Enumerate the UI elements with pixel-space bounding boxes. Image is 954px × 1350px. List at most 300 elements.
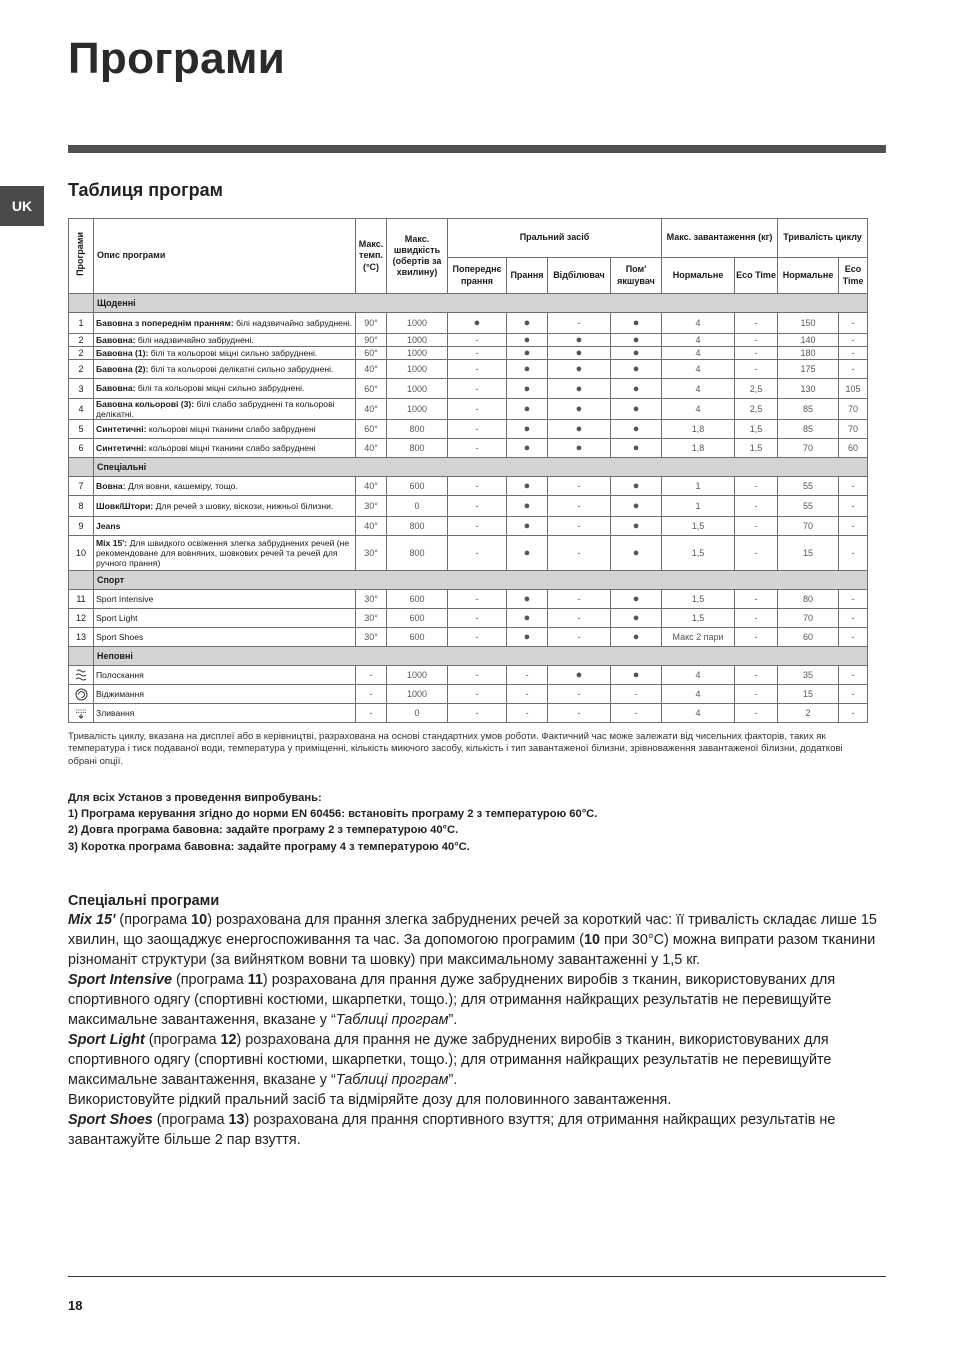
table-row xyxy=(69,334,868,347)
program-number: 4 xyxy=(69,399,94,420)
duration-eco-cell: - xyxy=(839,666,868,685)
max-speed-cell: 1000 xyxy=(387,334,448,347)
wash-cell: ● xyxy=(507,420,548,439)
table-row xyxy=(69,313,868,334)
program-text: Полоскання xyxy=(96,670,144,681)
max-temp-cell: 30° xyxy=(356,628,387,647)
prewash-cell: - xyxy=(448,399,507,420)
wash-cell: - xyxy=(507,685,548,704)
load-normal-cell: 1,8 xyxy=(662,439,735,458)
softener-cell: ● xyxy=(611,347,662,360)
header-softener: Пом' якшувач xyxy=(611,258,662,294)
prewash-cell: - xyxy=(448,379,507,399)
program-title: Синтетичні: xyxy=(96,424,147,435)
program-description xyxy=(94,399,356,420)
program-title: Шовк/Штори: xyxy=(96,501,154,512)
section-row xyxy=(69,647,868,666)
program-title: Бавовна: xyxy=(96,383,136,394)
load-eco-cell: - xyxy=(735,666,778,685)
wash-cell: ● xyxy=(507,496,548,517)
duration-eco-cell: 60 xyxy=(839,439,868,458)
program-table xyxy=(68,218,868,723)
program-table-container xyxy=(68,218,865,723)
table-row xyxy=(69,477,868,496)
softener-cell: ● xyxy=(611,496,662,517)
duration-normal-cell: 175 xyxy=(778,360,839,379)
load-normal-cell: 1,5 xyxy=(662,590,735,609)
program-text: білі та кольорові міцні сильно забруднені. xyxy=(135,383,305,394)
section-spacer xyxy=(69,571,94,590)
section-row xyxy=(69,458,868,477)
max-temp-cell: 40° xyxy=(356,477,387,496)
bleach-cell: ● xyxy=(548,439,611,458)
program-text: білі надзвичайно забруднені. xyxy=(135,334,254,345)
duration-eco-cell: - xyxy=(839,334,868,347)
duration-eco-cell: - xyxy=(839,609,868,628)
program-text: білі та кольорові міцні сильно забруднені. xyxy=(148,347,318,358)
max-temp-cell: 40° xyxy=(356,517,387,536)
prewash-cell: - xyxy=(448,360,507,379)
max-speed-cell: 600 xyxy=(387,590,448,609)
prewash-cell: - xyxy=(448,704,507,723)
bleach-cell: ● xyxy=(548,666,611,685)
program-description xyxy=(94,347,356,360)
max-temp-cell: 60° xyxy=(356,379,387,399)
program-description xyxy=(94,313,356,334)
max-temp-cell: 90° xyxy=(356,334,387,347)
load-eco-cell: - xyxy=(735,347,778,360)
duration-normal-cell: 130 xyxy=(778,379,839,399)
prewash-cell: - xyxy=(448,334,507,347)
program-number: 10 xyxy=(69,536,94,571)
duration-normal-cell: 85 xyxy=(778,399,839,420)
load-eco-cell: - xyxy=(735,517,778,536)
duration-normal-cell: 140 xyxy=(778,334,839,347)
sport-intensive-paragraph: Sport Intensive (програма 11) розрахована для прання дуже забруднених виробів з тканин, використовуваних для спортивного одягу (спортивні костюми, шкарпетки, тощо.); для отримання найкращих результатів не перевищуйте максимальне завантаження, вказане у “Таблиці програм”. xyxy=(68,972,836,1028)
max-temp-cell: 30° xyxy=(356,496,387,517)
bleach-cell: - xyxy=(548,536,611,571)
table-row xyxy=(69,517,868,536)
program-text: Для швидкого освіження злегка забруднених речей (не рекомендоване для вовняних, шовкових речей та речей для ручного прання) xyxy=(96,538,350,569)
duration-eco-cell: - xyxy=(839,590,868,609)
sport-shoes-paragraph: Sport Shoes (програма 13) розрахована для прання спортивного взуття; для отримання найкращих результатів не завантажуйте більше 2 пар взуття. xyxy=(68,1112,836,1148)
max-speed-cell: 600 xyxy=(387,628,448,647)
page-title: Програми xyxy=(68,34,286,83)
table-row xyxy=(69,347,868,360)
header-load-eco: Eco Time xyxy=(735,258,778,294)
wash-cell: ● xyxy=(507,628,548,647)
program-number: 12 xyxy=(69,609,94,628)
load-normal-cell: 4 xyxy=(662,666,735,685)
load-normal-cell: 4 xyxy=(662,399,735,420)
max-speed-cell: 600 xyxy=(387,477,448,496)
wash-cell: ● xyxy=(507,590,548,609)
liquid-detergent-paragraph: Використовуйте рідкий пральний засіб та відміряйте дозу для половинного завантаження. xyxy=(68,1092,672,1108)
load-normal-cell: 1,5 xyxy=(662,536,735,571)
section-label: Спорт xyxy=(94,571,868,590)
softener-cell: ● xyxy=(611,517,662,536)
duration-normal-cell: 55 xyxy=(778,496,839,517)
duration-eco-cell: - xyxy=(839,704,868,723)
table-row xyxy=(69,590,868,609)
program-title: Mix 15': xyxy=(96,538,128,549)
duration-normal-cell: 70 xyxy=(778,517,839,536)
load-eco-cell: - xyxy=(735,685,778,704)
prewash-cell: - xyxy=(448,685,507,704)
test-line-2: 2) Довга програма бавовна: задайте програму 2 з температурою 40°С. xyxy=(68,824,459,837)
wash-cell: ● xyxy=(507,379,548,399)
program-description xyxy=(94,704,356,723)
load-normal-cell: 4 xyxy=(662,313,735,334)
drain-icon xyxy=(69,704,94,723)
prewash-cell: ● xyxy=(448,313,507,334)
program-description xyxy=(94,536,356,571)
bleach-cell: ● xyxy=(548,379,611,399)
program-description xyxy=(94,439,356,458)
test-line-1: 1) Програма керування згідно до норми EN 60456: встановіть програму 2 з температурою 60°С. xyxy=(68,808,598,821)
duration-eco-cell: - xyxy=(839,496,868,517)
program-number: 6 xyxy=(69,439,94,458)
prewash-cell: - xyxy=(448,590,507,609)
section-label: Щоденні xyxy=(94,294,868,313)
special-programs-heading: Спеціальні програми xyxy=(68,893,220,909)
wash-cell: ● xyxy=(507,439,548,458)
bleach-cell: - xyxy=(548,704,611,723)
softener-cell: ● xyxy=(611,334,662,347)
wash-cell: ● xyxy=(507,399,548,420)
program-title: Бавовна (1): xyxy=(96,347,149,358)
load-eco-cell: - xyxy=(735,313,778,334)
program-text: білі та кольорові делікатні сильно забруднені. xyxy=(148,363,334,374)
wash-cell: ● xyxy=(507,536,548,571)
duration-eco-cell: - xyxy=(839,628,868,647)
section-title: Таблиця програм xyxy=(68,180,223,200)
max-temp-cell: 60° xyxy=(356,420,387,439)
program-text: кольорові міцні тканини слабо забруднені xyxy=(146,424,316,435)
header-duration-eco: Eco Time xyxy=(839,258,868,294)
softener-cell: ● xyxy=(611,536,662,571)
softener-cell: ● xyxy=(611,420,662,439)
duration-eco-cell: - xyxy=(839,477,868,496)
load-eco-cell: 1,5 xyxy=(735,439,778,458)
mix-paragraph: Mix 15' (програма 10) розрахована для прання злегка забруднених речей за короткий час: її тривалість складає лише 15 хвилин, що заощаджує енергоспоживання та час. За допомогою програмим (10 при 30°C) можна випрати разом тканини різноманіт структури (за вийнятком вовни та шовку) при максимальному завантаженні у 1,5 кг. xyxy=(68,912,877,968)
max-speed-cell: 1000 xyxy=(387,666,448,685)
program-text: Для речей з шовку, віскози, нижньої білизни. xyxy=(153,501,334,512)
max-speed-cell: 800 xyxy=(387,439,448,458)
max-temp-cell: - xyxy=(356,666,387,685)
prewash-cell: - xyxy=(448,628,507,647)
max-temp-cell: - xyxy=(356,685,387,704)
bleach-cell: - xyxy=(548,590,611,609)
load-normal-cell: 4 xyxy=(662,685,735,704)
duration-normal-cell: 15 xyxy=(778,536,839,571)
wash-cell: ● xyxy=(507,360,548,379)
duration-eco-cell: - xyxy=(839,360,868,379)
table-row xyxy=(69,399,868,420)
softener-cell: ● xyxy=(611,399,662,420)
softener-cell: ● xyxy=(611,628,662,647)
duration-normal-cell: 180 xyxy=(778,347,839,360)
prewash-cell: - xyxy=(448,517,507,536)
program-number: 3 xyxy=(69,379,94,399)
program-description xyxy=(94,517,356,536)
load-eco-cell: - xyxy=(735,704,778,723)
program-number: 5 xyxy=(69,420,94,439)
softener-cell: ● xyxy=(611,609,662,628)
softener-cell: ● xyxy=(611,477,662,496)
load-eco-cell: - xyxy=(735,360,778,379)
program-text: білі слабо забруднені та кольорові делікатні. xyxy=(96,399,335,420)
program-number: 2 xyxy=(69,347,94,360)
duration-eco-cell: - xyxy=(839,347,868,360)
header-bleach: Відбілювач xyxy=(548,258,611,294)
title-divider xyxy=(68,145,886,153)
program-text: кольорові міцні тканини слабо забруднені xyxy=(146,443,316,454)
duration-normal-cell: 2 xyxy=(778,704,839,723)
max-speed-cell: 1000 xyxy=(387,313,448,334)
table-row xyxy=(69,666,868,685)
program-table-body xyxy=(69,294,868,723)
bleach-cell: - xyxy=(548,496,611,517)
special-programs xyxy=(68,892,888,1150)
page-number: 18 xyxy=(68,1298,83,1313)
program-number: 13 xyxy=(69,628,94,647)
program-description xyxy=(94,477,356,496)
prewash-cell: - xyxy=(448,609,507,628)
max-speed-cell: 0 xyxy=(387,704,448,723)
header-load-normal: Нормальне xyxy=(662,258,735,294)
table-row xyxy=(69,704,868,723)
prewash-cell: - xyxy=(448,496,507,517)
max-speed-cell: 1000 xyxy=(387,685,448,704)
bleach-cell: ● xyxy=(548,399,611,420)
program-number: 11 xyxy=(69,590,94,609)
duration-eco-cell: - xyxy=(839,313,868,334)
wash-cell: ● xyxy=(507,313,548,334)
duration-eco-cell: - xyxy=(839,517,868,536)
sport-light-paragraph: Sport Light (програма 12) розрахована для прання не дуже забруднених виробів з тканин, використовуваних для спортивного одягу (спортивні костюми, шкарпетки, тощо.); для отримання найкращих результатів не перевищуйте максимальне завантаження, вказане у “Таблиці програм”. xyxy=(68,1032,832,1088)
section-row xyxy=(69,294,868,313)
program-description xyxy=(94,628,356,647)
prewash-cell: - xyxy=(448,439,507,458)
load-normal-cell: 4 xyxy=(662,347,735,360)
max-temp-cell: 60° xyxy=(356,347,387,360)
table-row xyxy=(69,420,868,439)
duration-normal-cell: 150 xyxy=(778,313,839,334)
program-description xyxy=(94,379,356,399)
table-row xyxy=(69,536,868,571)
load-normal-cell: 4 xyxy=(662,704,735,723)
duration-normal-cell: 55 xyxy=(778,477,839,496)
max-speed-cell: 600 xyxy=(387,609,448,628)
program-description xyxy=(94,420,356,439)
load-eco-cell: - xyxy=(735,609,778,628)
max-temp-cell: - xyxy=(356,704,387,723)
duration-normal-cell: 80 xyxy=(778,590,839,609)
program-title: Бавовна з попереднім пранням: xyxy=(96,317,234,328)
softener-cell: ● xyxy=(611,313,662,334)
wash-cell: - xyxy=(507,704,548,723)
table-row xyxy=(69,439,868,458)
duration-normal-cell: 70 xyxy=(778,439,839,458)
softener-cell: - xyxy=(611,685,662,704)
duration-normal-cell: 60 xyxy=(778,628,839,647)
program-title: Jeans xyxy=(96,521,121,532)
table-row xyxy=(69,360,868,379)
header-programs: Програми xyxy=(69,219,94,294)
max-speed-cell: 1000 xyxy=(387,360,448,379)
header-duration: Тривалість циклу xyxy=(778,219,868,258)
bleach-cell: - xyxy=(548,628,611,647)
header-max-load: Макс. завантаження (кг) xyxy=(662,219,778,258)
program-title: Бавовна: xyxy=(96,334,136,345)
load-normal-cell: 4 xyxy=(662,360,735,379)
duration-normal-cell: 70 xyxy=(778,609,839,628)
section-spacer xyxy=(69,294,94,313)
duration-normal-cell: 35 xyxy=(778,666,839,685)
spin-icon xyxy=(69,685,94,704)
program-number: 1 xyxy=(69,313,94,334)
header-max-speed: Макс. швидкість (обертів за хвилину) xyxy=(387,219,448,294)
table-row xyxy=(69,685,868,704)
program-description xyxy=(94,685,356,704)
prewash-cell: - xyxy=(448,420,507,439)
max-temp-cell: 40° xyxy=(356,360,387,379)
wash-cell: - xyxy=(507,666,548,685)
program-number: 2 xyxy=(69,334,94,347)
bleach-cell: ● xyxy=(548,334,611,347)
header-duration-normal: Нормальне xyxy=(778,258,839,294)
header-description: Опис програми xyxy=(94,219,356,294)
wash-cell: ● xyxy=(507,334,548,347)
load-normal-cell: Макс 2 пари xyxy=(662,628,735,647)
prewash-cell: - xyxy=(448,477,507,496)
max-temp-cell: 90° xyxy=(356,313,387,334)
program-title: Вовна: xyxy=(96,481,126,492)
max-temp-cell: 30° xyxy=(356,609,387,628)
duration-eco-cell: - xyxy=(839,536,868,571)
section-label: Неповні xyxy=(94,647,868,666)
bleach-cell: - xyxy=(548,517,611,536)
program-description xyxy=(94,590,356,609)
duration-normal-cell: 15 xyxy=(778,685,839,704)
program-number: 2 xyxy=(69,360,94,379)
load-normal-cell: 1 xyxy=(662,496,735,517)
header-detergent: Пральний засіб xyxy=(448,219,662,258)
section-row xyxy=(69,571,868,590)
bleach-cell: - xyxy=(548,609,611,628)
rinse-icon xyxy=(69,666,94,685)
program-number: 8 xyxy=(69,496,94,517)
max-speed-cell: 0 xyxy=(387,496,448,517)
program-description xyxy=(94,496,356,517)
load-eco-cell: 2,5 xyxy=(735,399,778,420)
max-temp-cell: 40° xyxy=(356,439,387,458)
duration-note: Тривалість циклу, вказана на дисплеї або в керівництві, разрахована на основі стандартних умов роботи. Фактичний час може залежати від чисельних факторів, таких як температура і тиск подаваної води, температура у приміщенні, кількість миючого засобу, кількість і тип завантаженої білизни, зрівноваження завантаженої білизни, додаткові обрані опції. xyxy=(68,731,843,767)
bleach-cell: ● xyxy=(548,420,611,439)
load-eco-cell: - xyxy=(735,590,778,609)
section-spacer xyxy=(69,458,94,477)
bleach-cell: - xyxy=(548,313,611,334)
softener-cell: ● xyxy=(611,666,662,685)
table-row xyxy=(69,628,868,647)
load-eco-cell: 2,5 xyxy=(735,379,778,399)
softener-cell: ● xyxy=(611,590,662,609)
program-number: 9 xyxy=(69,517,94,536)
load-normal-cell: 1,5 xyxy=(662,517,735,536)
max-speed-cell: 800 xyxy=(387,517,448,536)
program-description xyxy=(94,609,356,628)
bleach-cell: ● xyxy=(548,347,611,360)
load-eco-cell: - xyxy=(735,477,778,496)
load-eco-cell: 1,5 xyxy=(735,420,778,439)
table-row xyxy=(69,609,868,628)
max-temp-cell: 30° xyxy=(356,536,387,571)
max-speed-cell: 800 xyxy=(387,420,448,439)
bleach-cell: - xyxy=(548,477,611,496)
load-normal-cell: 1 xyxy=(662,477,735,496)
max-speed-cell: 1000 xyxy=(387,399,448,420)
program-text: Для вовни, кашеміру, тощо. xyxy=(125,481,238,492)
program-description xyxy=(94,334,356,347)
test-institutes-block xyxy=(68,790,888,855)
header-max-temp: Макс. темп. (°C) xyxy=(356,219,387,294)
bleach-cell: ● xyxy=(548,360,611,379)
max-speed-cell: 800 xyxy=(387,536,448,571)
program-text: Sport Intensive xyxy=(96,594,154,605)
max-speed-cell: 1000 xyxy=(387,379,448,399)
section-spacer xyxy=(69,647,94,666)
duration-eco-cell: 105 xyxy=(839,379,868,399)
prewash-cell: - xyxy=(448,347,507,360)
load-eco-cell: - xyxy=(735,628,778,647)
program-description xyxy=(94,360,356,379)
duration-eco-cell: - xyxy=(839,685,868,704)
header-wash: Прання xyxy=(507,258,548,294)
load-normal-cell: 1,8 xyxy=(662,420,735,439)
wash-cell: ● xyxy=(507,477,548,496)
footer-divider xyxy=(68,1276,886,1277)
load-eco-cell: - xyxy=(735,334,778,347)
program-text: Зливання xyxy=(96,708,135,719)
load-eco-cell: - xyxy=(735,536,778,571)
program-text: білі надзвичайно забруднені. xyxy=(233,317,352,328)
duration-normal-cell: 85 xyxy=(778,420,839,439)
test-line-3: 3) Коротка програма бавовна: задайте програму 4 з температурою 40°С. xyxy=(68,840,470,853)
load-normal-cell: 1,5 xyxy=(662,609,735,628)
table-row xyxy=(69,379,868,399)
load-eco-cell: - xyxy=(735,496,778,517)
duration-eco-cell: 70 xyxy=(839,420,868,439)
prewash-cell: - xyxy=(448,666,507,685)
load-normal-cell: 4 xyxy=(662,379,735,399)
program-title: Бавовна кольорові (3): xyxy=(96,399,195,409)
wash-cell: ● xyxy=(507,517,548,536)
header-prewash: Попереднє прання xyxy=(448,258,507,294)
prewash-cell: - xyxy=(448,536,507,571)
load-normal-cell: 4 xyxy=(662,334,735,347)
max-speed-cell: 1000 xyxy=(387,347,448,360)
program-description xyxy=(94,666,356,685)
program-title: Синтетичні: xyxy=(96,443,147,454)
table-row xyxy=(69,496,868,517)
softener-cell: - xyxy=(611,704,662,723)
section-label: Спеціальні xyxy=(94,458,868,477)
test-heading: Для всіх Установ з проведення випробувань: xyxy=(68,792,322,804)
softener-cell: ● xyxy=(611,360,662,379)
wash-cell: ● xyxy=(507,347,548,360)
language-tab: UK xyxy=(0,186,44,226)
